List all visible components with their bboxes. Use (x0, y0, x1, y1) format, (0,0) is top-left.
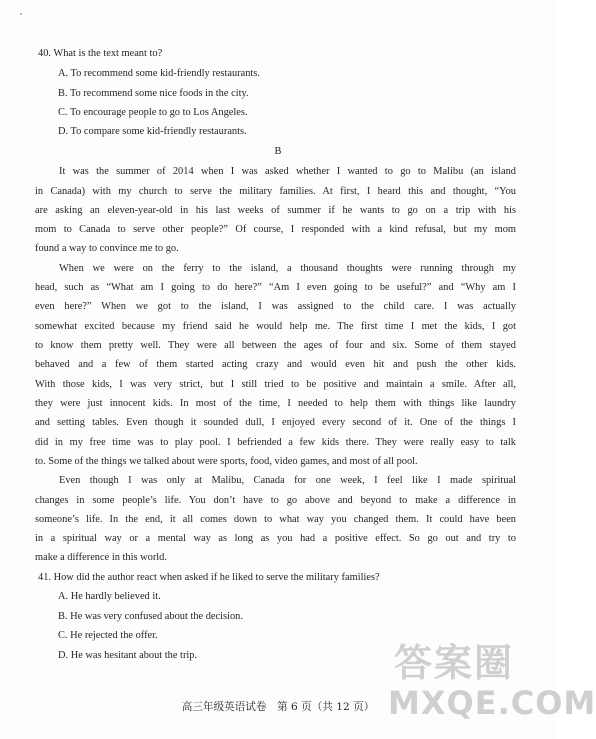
question-41: 41. How did the author react when asked if he liked to serve the military families? (38, 572, 380, 583)
q41-option-d: D. He was hesitant about the trip. (58, 650, 198, 661)
passage-line: make a difference in this world. (35, 552, 167, 563)
passage-line: and setting tables. Even though it sounded dull, I enjoyed every second of it. One of the things I (35, 417, 516, 428)
passage-line: behaved and a few of them started acting crazy and would even hit and push the other kids. (35, 359, 516, 370)
passage-line: to know them pretty well. They were all between the ages of four and six. Some of them stayed (35, 340, 516, 351)
passage-line: someone’s life. In the end, it all comes down to what way you changed them. It could have been (35, 514, 516, 525)
q41-option-b: B. He was very confused about the decision. (58, 611, 243, 622)
passage-line: to. Some of the things we talked about were sports, food, video games, and most of all pool. (35, 456, 418, 467)
passage-line: mom to Canada to serve other people?” Of course, I responded with a kind refusal, but my mom (35, 224, 516, 235)
passage-line: With those kids, I was very strict, but I still tried to be positive and maintain a smile. After all, (35, 379, 516, 390)
question-40: 40. What is the text meant to? (38, 48, 163, 59)
passage-line: are asking an eleven-year-old in his last weeks of summer if he wants to go on a trip with his (35, 205, 516, 216)
q41-option-a: A. He hardly believed it. (58, 591, 161, 602)
watermark-title: 答案圈 (394, 641, 515, 685)
passage-line: When we were on the ferry to the island, a thousand thoughts were running through my (59, 263, 516, 274)
passage-line: in Canada) with my church to serve the military families. At first, I heard this and thought, “You (35, 186, 516, 197)
q41-option-c: C. He rejected the offer. (58, 630, 158, 641)
passage-line: It was the summer of 2014 when I was asked whether I wanted to go to Malibu (an island (59, 166, 516, 177)
passage-line: did in my free time was to play pool. I befriended a few kids there. They were really easy to talk (35, 437, 516, 448)
section-label: B (274, 146, 282, 157)
scan-speck (20, 13, 22, 15)
q40-option-b: B. To recommend some nice foods in the city. (58, 88, 249, 99)
q40-option-d: D. To compare some kid-friendly restaurants. (58, 126, 247, 137)
passage-line: they were just innocent kids. In most of the time, I needed to help them with things like laundry (35, 398, 516, 409)
passage-line: Even though I was only at Malibu, Canada for one week, I feel like I made spiritual (59, 475, 516, 486)
watermark-site: MXQE.COM (388, 684, 596, 722)
passage-line: head, such as “What am I going to do here?” “Am I even going to be useful?” and “Why am I (35, 282, 516, 293)
passage-line: somewhat excited because my friend said he would help me. The first time I met the kids, I got (35, 321, 516, 332)
page-footer: 高三年级英语试卷 第 6 页（共 12 页） (181, 701, 375, 713)
passage-line: even here?” When we got to the island, I was assigned to the child care. I was actually (35, 301, 516, 312)
q40-option-c: C. To encourage people to go to Los Angeles. (58, 107, 248, 118)
passage-line: in a spiritual way or a mental way as long as you had a positive effect. So go out and try to (35, 533, 516, 544)
passage-line: changes in some people’s life. You don’t have to go above and beyond to make a difference in (35, 495, 516, 506)
watermark-logo (380, 632, 596, 737)
q40-option-a: A. To recommend some kid-friendly restaurants. (58, 68, 260, 79)
passage-line: found a way to convince me to go. (35, 243, 179, 254)
